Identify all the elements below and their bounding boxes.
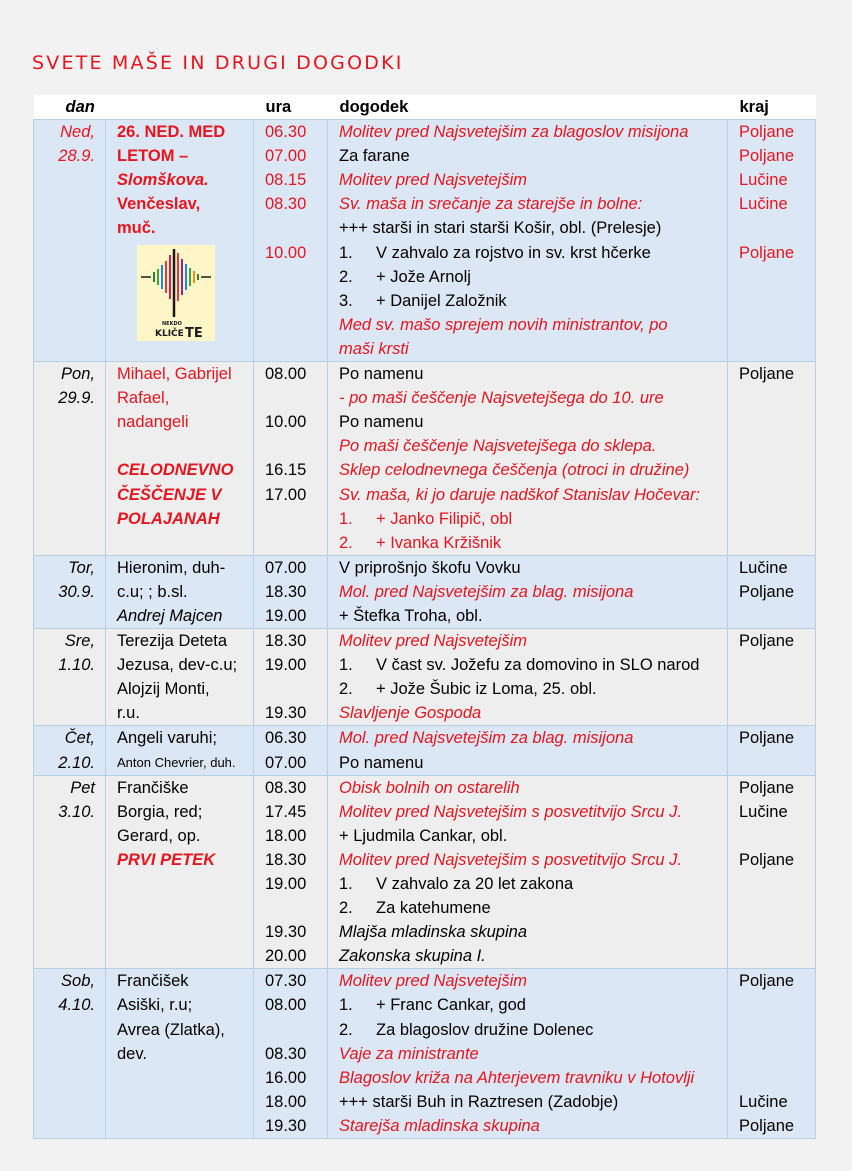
place-value	[739, 216, 813, 240]
place-value	[739, 410, 813, 434]
time-value: 07.30	[265, 972, 307, 991]
svg-text:KLIČE: KLIČE	[155, 328, 184, 339]
day-cell: Sre, 1.10.	[34, 629, 106, 726]
time-value: 18.00	[265, 826, 307, 845]
place-cell	[728, 775, 816, 969]
event-text: V čast sv. Jožefu za domovino in SLO narod	[376, 656, 700, 675]
header-blank	[106, 95, 254, 120]
event-number: 2.	[339, 267, 353, 286]
event-line: V priprošnjo škofu Vovku	[339, 558, 521, 577]
event-line: Med sv. mašo sprejem novih ministrantov, po	[339, 315, 668, 334]
place-value: Poljane	[739, 1116, 795, 1135]
place-cell	[728, 362, 816, 556]
place-value: Poljane	[739, 365, 795, 384]
event-text: + Jože Arnolj	[376, 267, 471, 286]
place-value: Lučine	[739, 171, 788, 190]
time-value: 18.30	[265, 850, 307, 869]
header-dan: dan	[34, 95, 106, 120]
place-value	[739, 896, 813, 920]
event-line: Po namenu	[339, 753, 424, 772]
event-line: Po namenu	[339, 413, 424, 432]
event-line: Starejša mladinska skupina	[339, 1116, 540, 1135]
place-value	[739, 386, 813, 410]
event-number: 1.	[339, 996, 353, 1015]
time-value: 10.00	[265, 243, 307, 262]
event-text: Za blagoslov družine Dolenec	[376, 1020, 594, 1039]
time-value: 07.00	[265, 753, 307, 772]
time-value	[265, 337, 325, 361]
place-cell	[728, 969, 816, 1139]
time-value: 18.30	[265, 582, 307, 601]
event-cell	[328, 120, 728, 362]
place-value	[739, 265, 813, 289]
time-value: 17.45	[265, 802, 307, 821]
event-line: + Ljudmila Cankar, obl.	[339, 826, 508, 845]
time-value	[265, 677, 325, 701]
place-value	[739, 993, 813, 1017]
place-value: Poljane	[739, 850, 795, 869]
place-value	[739, 824, 813, 848]
time-value: 19.00	[265, 606, 307, 625]
day-row-monday	[34, 362, 816, 556]
event-line: +++ starši Buh in Raztresen (Zadobje)	[339, 1092, 619, 1111]
time-value	[265, 1018, 325, 1042]
place-value: Poljane	[739, 582, 795, 601]
time-value	[265, 434, 325, 458]
place-value	[739, 1066, 813, 1090]
time-cell	[254, 775, 328, 969]
event-number: 1.	[339, 875, 353, 893]
event-cell	[328, 362, 728, 556]
time-value	[265, 386, 325, 410]
event-line	[339, 872, 725, 896]
event-line: Sklep celodnevnega češčenja (otroci in družine)	[339, 461, 690, 480]
event-line	[339, 653, 725, 677]
event-line: Mol. pred Najsvetejšim za blag. misijona	[339, 582, 634, 601]
day-cell: Tor, 30.9.	[34, 555, 106, 628]
schedule-table	[33, 95, 816, 1139]
event-line: Zakonska skupina I.	[339, 947, 486, 966]
page-title: SVETE MAŠE IN DRUGI DOGODKI	[32, 52, 404, 74]
place-value	[739, 920, 813, 944]
event-line: Molitev pred Najsvetejšim	[339, 171, 527, 190]
time-value	[265, 313, 325, 337]
event-line: + Štefka Troha, obl.	[339, 606, 483, 625]
header-kraj: kraj	[728, 95, 816, 120]
time-value	[265, 507, 325, 531]
place-value: Poljane	[739, 632, 795, 651]
place-value	[739, 531, 813, 555]
place-cell	[728, 629, 816, 726]
day-cell: Sob, 4.10.	[34, 969, 106, 1139]
time-value: 16.15	[265, 461, 307, 480]
event-line: maši krsti	[339, 339, 409, 358]
saint-cell: Angeli varuhi; Anton Chevrier, duh.	[106, 726, 254, 775]
event-cell	[328, 775, 728, 969]
time-value: 08.30	[265, 195, 307, 214]
event-line	[339, 677, 725, 701]
event-line: Blagoslov križa na Ahterjevem travniku v Hotovlji	[339, 1068, 695, 1087]
event-line	[339, 531, 725, 555]
time-value: 19.00	[265, 875, 307, 893]
event-cell	[328, 555, 728, 628]
place-value	[739, 701, 813, 725]
day-row-thursday	[34, 726, 816, 775]
event-line	[339, 289, 725, 313]
event-line	[339, 896, 725, 920]
time-value: 08.15	[265, 171, 307, 190]
event-line	[339, 1018, 725, 1042]
place-value	[739, 483, 813, 507]
place-value: Poljane	[739, 729, 795, 748]
place-value	[739, 677, 813, 701]
time-cell	[254, 120, 328, 362]
place-value	[739, 944, 813, 968]
place-value: Poljane	[739, 123, 795, 142]
event-text: V zahvalo za rojstvo in sv. krst hčerke	[376, 243, 651, 262]
place-value: Lučine	[739, 802, 788, 821]
day-row-tuesday	[34, 555, 816, 628]
time-value: 18.00	[265, 1092, 307, 1111]
event-line: Sv. maša in srečanje za starejše in bolne:	[339, 195, 643, 214]
day-row-saturday	[34, 969, 816, 1139]
place-value: Poljane	[739, 972, 795, 991]
event-number: 2.	[339, 533, 353, 552]
time-value: 16.00	[265, 1068, 307, 1087]
event-number: 1.	[339, 656, 353, 675]
event-line: Po maši češčenje Najsvetejšega do sklepa.	[339, 437, 657, 456]
place-value	[739, 1042, 813, 1066]
time-value: 06.30	[265, 729, 307, 748]
place-value: Poljane	[739, 147, 795, 166]
nekdo-klice-te-logo	[137, 245, 215, 341]
time-value	[265, 289, 325, 313]
time-cell	[254, 726, 328, 775]
time-value: 20.00	[265, 947, 307, 966]
event-line: Vaje za ministrante	[339, 1044, 479, 1063]
header-row	[34, 95, 816, 120]
event-line	[339, 507, 725, 531]
event-number: 2.	[339, 1020, 353, 1039]
day-row-sunday	[34, 120, 816, 362]
event-text: + Franc Cankar, god	[376, 996, 526, 1015]
place-value	[739, 653, 813, 677]
event-cell	[328, 726, 728, 775]
place-value: Poljane	[739, 243, 795, 262]
time-value: 10.00	[265, 413, 307, 432]
event-number: 2.	[339, 899, 353, 918]
saint-cell: Frančišek Asiški, r.u; Avrea (Zlatka), dev.	[106, 969, 254, 1139]
place-value	[739, 289, 813, 313]
place-value	[739, 458, 813, 482]
place-value	[739, 751, 813, 775]
time-value: 07.00	[265, 147, 307, 166]
event-line: Molitev pred Najsvetejšim s posvetitvijo Srcu J.	[339, 850, 682, 869]
event-line	[339, 265, 725, 289]
saint-cell: Mihael, Gabrijel Rafael, nadangeli CELODNEVNO ČEŠČENJE V POLAJANAH	[106, 362, 254, 556]
time-value: 19.00	[265, 656, 307, 675]
event-line: Za farane	[339, 147, 410, 166]
event-line: Obisk bolnih on ostarelih	[339, 778, 520, 797]
event-line: Po namenu	[339, 365, 424, 384]
event-line	[339, 241, 725, 265]
event-line: Molitev pred Najsvetejšim s posvetitvijo Srcu J.	[339, 802, 682, 821]
svg-text:TE: TE	[185, 325, 203, 341]
saint-cell: Hieronim, duh- c.u; ; b.sl. Andrej Majcen	[106, 555, 254, 628]
time-value: 19.30	[265, 704, 307, 723]
event-number: 1.	[339, 243, 353, 262]
place-value: Lučine	[739, 558, 788, 577]
event-line	[339, 993, 725, 1017]
event-line: Slavljenje Gospoda	[339, 704, 482, 723]
event-cell	[328, 629, 728, 726]
place-value	[739, 604, 813, 628]
place-cell	[728, 555, 816, 628]
time-cell	[254, 969, 328, 1139]
saint-cell: Terezija Deteta Jezusa, dev-c.u; Alojzij Monti, r.u.	[106, 629, 254, 726]
event-number: 3.	[339, 291, 353, 310]
header-dogodek: dogodek	[328, 95, 728, 120]
time-value: 17.00	[265, 485, 307, 504]
header-ura: ura	[254, 95, 328, 120]
place-value	[739, 1018, 813, 1042]
time-cell	[254, 555, 328, 628]
day-cell: Ned, 28.9.	[34, 120, 106, 362]
day-row-friday	[34, 775, 816, 969]
event-line: Molitev pred Najsvetejšim	[339, 632, 527, 651]
event-line: Molitev pred Najsvetejšim za blagoslov misijona	[339, 123, 689, 142]
time-value	[265, 216, 325, 240]
time-value: 19.30	[265, 923, 307, 942]
time-cell	[254, 362, 328, 556]
event-line: - po maši češčenje Najsvetejšega do 10. ure	[339, 389, 664, 408]
time-value	[265, 265, 325, 289]
place-value	[739, 313, 813, 337]
time-value: 19.30	[265, 1116, 307, 1135]
event-line: Sv. maša, ki jo daruje nadškof Stanislav Hočevar:	[339, 485, 701, 504]
place-value: Poljane	[739, 778, 795, 797]
place-value: Lučine	[739, 195, 788, 214]
day-row-wednesday	[34, 629, 816, 726]
event-text: + Jože Šubic iz Loma, 25. obl.	[376, 680, 597, 699]
time-value: 08.30	[265, 778, 307, 797]
saint-cell: Frančiške Borgia, red; Gerard, op. PRVI PETEK	[106, 775, 254, 969]
event-number: 1.	[339, 509, 353, 528]
place-cell	[728, 726, 816, 775]
time-value	[265, 896, 325, 920]
time-value: 07.00	[265, 558, 307, 577]
place-value: Lučine	[739, 1092, 788, 1111]
event-line: Molitev pred Najsvetejšim	[339, 972, 527, 991]
event-cell	[328, 969, 728, 1139]
place-value	[739, 872, 813, 896]
event-text: + Janko Filipič, obl	[376, 509, 513, 528]
event-text: + Danijel Založnik	[376, 291, 507, 310]
time-value: 08.00	[265, 365, 307, 384]
event-number: 2.	[339, 680, 353, 699]
event-text: + Ivanka Kržišnik	[376, 533, 502, 552]
time-value: 08.00	[265, 996, 307, 1015]
saint-cell: 26. NED. MED LETOM – Slomškova. Venčeslav, muč. NEKDO KLIČE TE	[106, 120, 254, 362]
svg-text:NEKDO: NEKDO	[162, 320, 182, 327]
time-value: 18.30	[265, 632, 307, 651]
time-value	[265, 531, 325, 555]
place-cell	[728, 120, 816, 362]
day-cell: Pet 3.10.	[34, 775, 106, 969]
place-value	[739, 337, 813, 361]
day-cell: Čet, 2.10.	[34, 726, 106, 775]
time-cell	[254, 629, 328, 726]
place-value	[739, 434, 813, 458]
place-value	[739, 507, 813, 531]
event-line: Mol. pred Najsvetejšim za blag. misijona	[339, 729, 634, 748]
time-value: 06.30	[265, 123, 307, 142]
event-line: Mlajša mladinska skupina	[339, 923, 528, 942]
time-value: 08.30	[265, 1044, 307, 1063]
event-text: Za katehumene	[376, 899, 491, 918]
event-text: V zahvalo za 20 let zakona	[376, 875, 574, 893]
event-line: +++ starši in stari starši Košir, obl. (Prelesje)	[339, 219, 662, 238]
day-cell: Pon, 29.9.	[34, 362, 106, 556]
